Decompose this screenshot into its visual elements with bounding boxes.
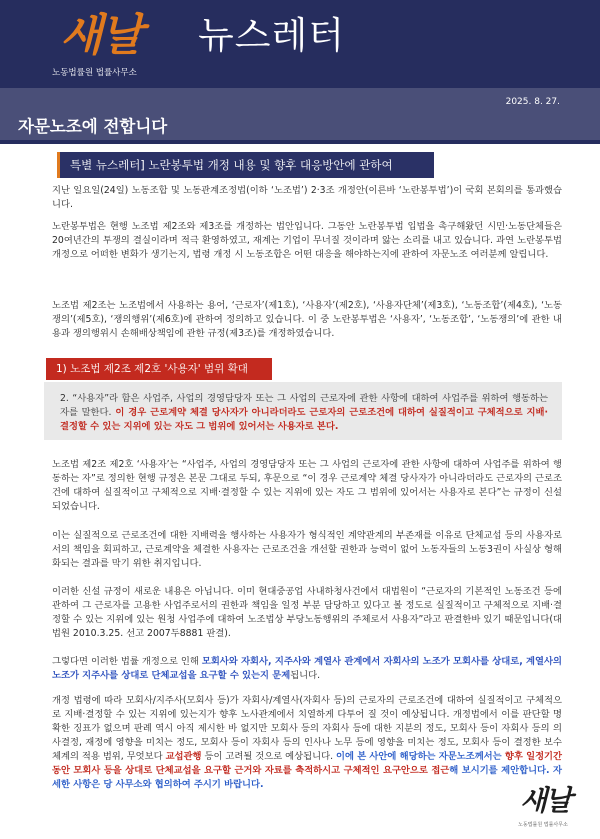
footer-logo (514, 784, 594, 836)
statute-quote-box (44, 382, 562, 440)
header-banner (0, 0, 600, 88)
p8-highlight-advice: 이에 본 사안에 해당하는 자문노조께서는 (336, 751, 505, 762)
p7-highlight: 모회사와 자회사, 지주사와 계열사 관계에서 자회사의 노조가 모회사를 상대로, 계열사의 노조가 지주사를 상대로 단체교섭을 요구할 수 있는지 문제 (52, 656, 562, 681)
statute-quote-text: 2. “사용자”라 함은 사업주, 사업의 경영담당자 또는 그 사업의 근로자에 관한 사항에 대하여 사업주를 위하여 행동하는 자를 말한다. (60, 393, 548, 418)
logo-subtitle: 노동법률원 법률사무소 (52, 68, 137, 78)
section-1-paragraph-3: 이러한 신설 규정이 새로운 내용은 아닙니다. 이미 현대중공업 사내하청사건에서 대법원이 “근로자의 기본적인 노동조건 등에 관하여 그 근로자를 고용한 사업주로서의 권한과 책임을 일정 부분 담당하고 있다고 볼 정도로 실질적이고 구체적으로 지배·결정할 수 있는 지위에 있는 원청 사업주에 대하여 노조법상 부당노동행위의 주체로서 사용자”라고 판결한바 있기 때문입니다(대법원 2010.3.25. 선고 2007두8881 판결). (52, 586, 562, 639)
greeting-heading: 자문노조에 전합니다 (18, 117, 168, 136)
p8-highlight-recommendation: 향후 일정기간 동안 모회사 등을 상대로 단체교섭을 요구할 근거와 자료를 축적하시고 구체적인 요구안으로 접근 (52, 751, 563, 776)
statute-quote-highlight: 이 경우 근로계약 체결 당사자가 아니라더라도 근로자의 근로조건에 대하여 실질적이고 구체적으로 지배·결정할 수 있는 지위에 있는 자도 그 범위에 있어서는 사용자로 본다. (60, 407, 548, 432)
logo-wordmark: 새날 (60, 10, 142, 61)
p7-text-a: 그렇다면 이러한 법률 개정으로 인해 (52, 656, 202, 667)
p8-highlight-bargaining-practice: 교섭관행 (165, 751, 202, 762)
footer-logo-wordmark: 새날 (520, 784, 571, 817)
footer-logo-subtitle: 노동법률원 법률사무소 (518, 822, 568, 828)
saenal-logo (52, 10, 182, 80)
section-1-paragraph-5 (52, 694, 562, 792)
intro-paragraph-2: 노란봉투법은 현행 노조법 제2조와 제3조를 개정하는 법안입니다. 그동안 노란봉투법 입법을 촉구해왔던 시민·노동단체들은 20여년간의 투쟁의 결실이라며 적극 환영하였고, 재계는 기업이 무너질 것이라며 앓는 소리를 내고 있습니다. 과연 노란봉투법 개정으로 어떠한 변화가 생기는지, 법령 개정 시 노동조합은 어떤 대응을 해야하는지에 관하여 자문노조 여러분께 알립니다. (52, 221, 562, 260)
p8-text-b: 등이 고려될 것으로 예상됩니다. (201, 751, 337, 762)
section-1-paragraph-2: 이는 실질적으로 근로조건에 대한 지배력을 행사하는 사용자가 형식적인 계약관계의 부존재를 이유로 단체교섭 등의 사용자로서의 책임을 회피하고, 근로계약을 체결한 사용자는 근로조건을 개선할 권한과 능력이 없어 노동자들의 노동3권이 사실상 형해화되는 결과를 막기 위한 취지입니다. (52, 530, 562, 569)
special-issue-title: 특별 뉴스레터] 노란봉투법 개정 내용 및 향후 대응방안에 관하여 (60, 152, 434, 178)
greeting-band-divider (0, 140, 600, 144)
section-1-paragraph-4 (52, 655, 562, 683)
p8-highlight-closing: 해 보시기를 제안합니다. 자세한 사항은 당 사무소와 협의하여 주시기 바랍니다. (52, 765, 562, 790)
newsletter-title: 뉴스레터 (198, 14, 345, 57)
p8-text-a: 개정 법령에 따라 모회사/지주사(모회사 등)가 자회사/계열사(자회사 등)의 근로자의 근로조건에 대하여 실질적이고 구체적으로 지배·결정할 수 있는 지위에 있는지가 향후 노사관계에서 치열하게 다투어 질 것이 예상됩니다. 개정법에서 이를 판단할 명확한 징표가 없으며 판례 역시 아직 제시한 바 없지만 모회사 등의 자회사 등에 대한 지분의 정도, 모회사 등이 자회사 등의 의사결정, 재정에 영향을 미치는 정도, 모회사 등이 자회사 등의 인사나 노무 등에 영향을 미치는 정도, 모회사 등이 결정한 보수 체계의 적용 범위, 무엇보다 (52, 695, 562, 762)
section-1-paragraph-1: 노조법 제2조 제2호 ‘사용자’는 “사업주, 사업의 경영담당자 또는 그 사업의 근로자에 관한 사항에 대하여 사업주를 위하여 행동하는 자”로 정의한 현행 규정은 본문 그대로 두되, 후문으로 “이 경우 근로계약 체결 당사자가 아니라더라도 근로자의 근로조건에 대하여 실질적이고 구체적으로 지배·결정할 수 있는 지위에 있는 자도 그 범위에 있어서는 사용자로 본다”는 규정이 신설되었습니다. (52, 459, 562, 512)
intro-paragraph-1: 지난 일요일(24일) 노동조합 및 노동관계조정법(이하 ‘노조법’) 2·3조 개정안(이른바 ‘노란봉투법’)이 국회 본회의를 통과했습니다. (52, 185, 562, 210)
section-1-title: 1) 노조법 제2조 제2호 '사용자' 범위 확대 (46, 358, 272, 380)
intro-paragraph-3: 노조법 제2조는 노조법에서 사용하는 용어, ‘근로자’(제1호), ‘사용자’(제2호), ‘사용자단체’(제3호), ‘노동조합’(제4호), ‘노동쟁의’(제5호), ‘쟁의행위’(제6호)에 관하여 정의하고 있습니다. 이 중 노란봉투법은 ‘사용자’, ‘노동조합’, ‘노동쟁의’에 관한 내용과 쟁의행위시 손해배상책임에 관한 규정(제3조)를 개정하였습니다. (52, 300, 562, 339)
p7-text-b: 됩니다. (290, 670, 321, 681)
issue-date: 2025. 8. 27. (505, 97, 560, 107)
